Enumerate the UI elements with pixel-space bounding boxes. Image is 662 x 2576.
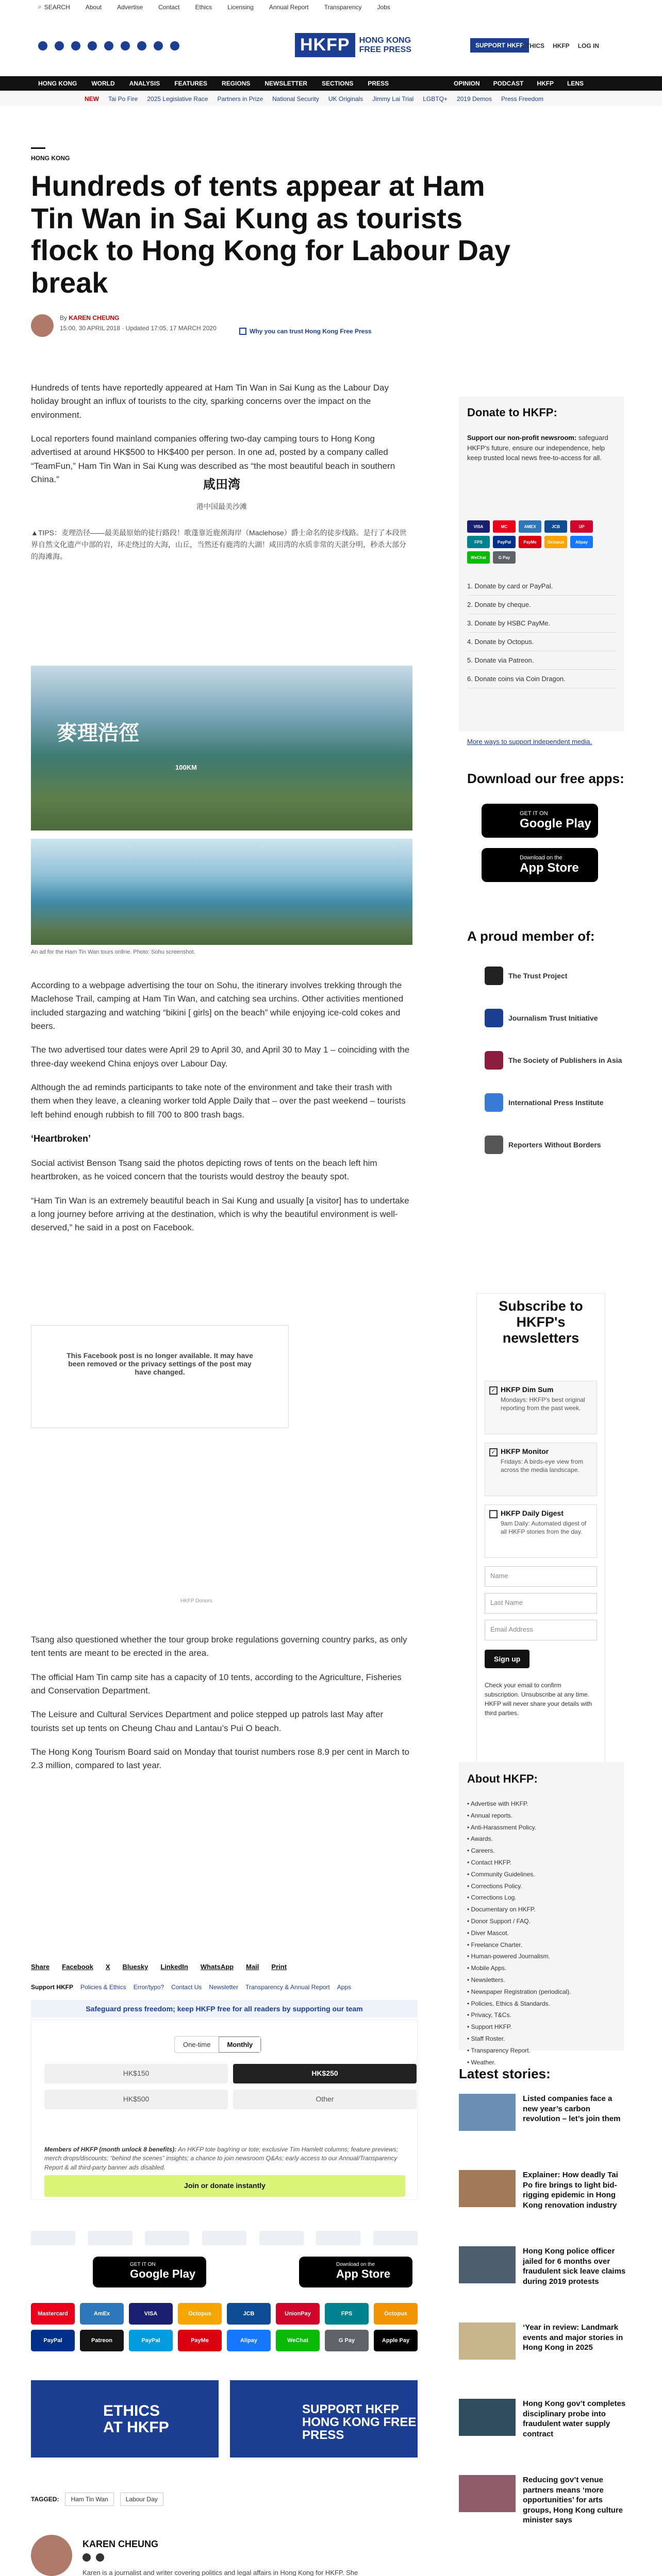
nav-world[interactable]: WORLD [91,80,115,87]
site-header [0,0,662,76]
checkbox-checked-icon[interactable]: ✓ [489,1448,498,1456]
facebook-icon[interactable] [38,41,47,50]
search-link[interactable]: ⌕ SEARCH [38,3,70,11]
visa-icon: VISA [467,520,490,533]
article-body-end [31,1633,412,1783]
paypal-icon: PayPal [493,536,516,548]
story-thumbnail [459,2246,516,2283]
newsletter-option-dim-sum[interactable]: ✓ HKFP Dim Sum Mondays: HKFP's best original reporting from the past week. [485,1381,597,1434]
trending-bar [0,91,662,106]
linkedin-icon[interactable] [121,41,130,50]
about-link[interactable]: • Transparency Report. [467,2045,571,2057]
share-x[interactable]: X [105,1963,110,1971]
apple-pay-icon[interactable]: Apple Pay [374,2330,418,2351]
section-label[interactable]: HONG KONG [31,155,70,162]
logo-line-2: FREE PRESS [359,45,411,54]
paragraph: The Hong Kong Tourism Board said on Monday that tourist numbers rose 8.9 per cent in March to 2.3 million, compared to last year. [31,1747,409,1771]
app-store-badges-bottom [93,2257,412,2287]
social-links [38,41,179,50]
nav-sections[interactable]: SECTIONS [322,80,354,87]
amount-option[interactable]: HK$150 [44,2064,228,2083]
name-field[interactable]: Name [485,1566,597,1587]
paragraph: Local reporters found mainland companies offering two-day camping tours to Hong Kong advertised at around HK$500 to HK$400 per person. In one ad, posted by a company called “TeamFun,” Ham Tin Wan in Sai Kung was described as “the most beautiful beach in southern China.” [31,434,395,485]
wechat-pay-icon: WeChat [467,551,490,564]
nav-newsletter[interactable]: NEWSLETTER [264,80,308,87]
alipay-icon[interactable]: Alipay [227,2330,271,2351]
wechat-pay-icon[interactable]: WeChat [276,2330,320,2351]
byline [31,314,217,337]
partner-logo[interactable] [202,2231,246,2245]
donate-method[interactable]: 2. Donate by cheque. [467,596,617,614]
about-link[interactable]: • Community Guidelines. [467,1869,571,1880]
octopus-icon[interactable]: Octopus [374,2303,418,2325]
support-link[interactable]: Error/typo? [133,1984,164,1991]
article-body-main [31,979,412,1245]
trending-item[interactable]: Jimmy Lai Trial [372,95,414,103]
latest-story[interactable]: ‘Year in review: Landmark events and major stories in Hong Kong in 2025 [459,2323,629,2360]
ipi-icon [485,1093,503,1112]
support-links [31,1984,351,1991]
membership-note-text: An HKFP tote bag/ring or tote; exclusive Tim Hamlett columns; feature previews; merch drops/discounts; “behind the scenes” insights; a chance to join newsroom Q&As; early access to our Annual/Transparency Report & all third-party banner ads disabled. [44,2146,399,2171]
app-store-button[interactable]: Download on the App Store [482,848,598,882]
donate-method[interactable]: 3. Donate by HSBC PayMe. [467,614,617,633]
latest-story[interactable]: Listed companies face a new year’s carbon revolution – let’s join them [459,2094,629,2131]
header-link-login[interactable]: LOG IN [577,42,600,49]
ad-title: 咸田湾 [203,478,240,492]
utility-menu [38,3,390,11]
about-links [467,1798,571,2068]
membership-note-title: Members of HKFP (month unlock 8 benefits): [44,2146,177,2153]
x-icon[interactable] [55,41,64,50]
author-email-icon[interactable] [82,2553,91,2562]
trending-item[interactable]: LGBTQ+ [423,95,448,103]
utility-transparency[interactable]: Transparency [324,3,362,11]
logo-mark: HKFP [295,33,355,57]
page-title: Hundreds of tents appear at Ham Tin Wan in Sai Kung as tourists flock to Hong Kong for Labour Day break [31,170,511,299]
payment-methods [31,2303,418,2351]
support-hkfp-button[interactable]: SUPPORT HKFP [470,38,529,53]
nav-regions[interactable]: REGIONS [222,80,251,87]
nav-hkfp[interactable]: HKFP [537,80,554,87]
email-field[interactable]: Email Address [485,1620,597,1640]
tagged-label: TAGGED: [31,2496,59,2503]
trending-item[interactable]: Press Freedom [501,95,543,103]
trust-icon [239,328,246,335]
share-bar [31,1963,287,1971]
support-link[interactable]: Support HKFP [31,1984,73,1991]
latest-story[interactable]: Explainer: How deadly Tai Po fire brings to light bid-rigging epidemic in Hong Kong renovation industry [459,2170,629,2210]
paragraph: Although the ad reminds participants to take note of the environment and take their trash with them when they leave, a cleaning worker told Apple Daily that – over the past weekend – tourists left behind enough rubbish to fill 700 to 800 trash bags. [31,1082,406,1120]
about-link[interactable]: • Donor Support / FAQ. [467,1916,571,1927]
freq-monthly[interactable]: Monthly [219,2037,261,2053]
paragraph: The official Ham Tin camp site has a capacity of 10 tents, according to the Agriculture, Fisheries and Conservation Department. [31,1672,402,1696]
tag-link[interactable]: Labour Day [120,2493,163,2506]
sidebar-donate-title: Donate to HKFP: [467,406,557,419]
embedded-ad-text [31,474,412,563]
partner-logo[interactable] [88,2231,133,2245]
header-link-ethics[interactable]: ETHICS [522,42,545,49]
newsletter-title: Subscribe to HKFP's newsletters [499,1298,583,1346]
amex-icon: AMEX [519,520,541,533]
frequency-toggle [174,2036,261,2053]
member-logo[interactable]: International Press Institute [485,1093,603,1112]
paragraph: According to a webpage advertising the tour on Sohu, the itinerary involves trekking through the Maclehose Trail, camping at Ham Tin Wan, and catching sea urchins. Other activities mentioned included stargazing and watching “bikini [ girls] on the beach” while enjoying ice-cold cokes and beers. [31,980,404,1031]
google-play-button[interactable]: GET IT ON Google Play [482,804,598,838]
about-link[interactable]: • Weather. [467,2057,571,2069]
utility-licensing[interactable]: Licensing [227,3,254,11]
jcb-icon: JCB [544,520,567,533]
about-link[interactable]: • Contact HKFP. [467,1857,571,1869]
paragraph: The Leisure and Cultural Services Department and police stepped up patrols last May after tourists set up tents on Cheung Chau and Lantau’s Pui O beach. [31,1709,384,1733]
sidebar-donate-text [467,433,617,463]
utility-contact[interactable]: Contact [158,3,180,11]
trending-item[interactable]: Partners in Prize [217,95,263,103]
support-link[interactable]: Contact Us [171,1984,202,1991]
signup-button[interactable]: Sign up [485,1650,529,1668]
partner-logos [31,2231,418,2245]
support-link[interactable]: Policies & Ethics [80,1984,126,1991]
tag-link[interactable]: Ham Tin Wan [65,2493,113,2506]
member-logo[interactable]: The Society of Publishers in Asia [485,1051,622,1070]
site-logo[interactable] [295,33,411,57]
newsletter-option-monitor[interactable]: ✓ HKFP Monitor Fridays: A birds-eye view from across the media landscape. [485,1443,597,1496]
photo-overlay-distance: 100KM [175,764,197,771]
about-link[interactable]: • Support HKFP. [467,2021,571,2033]
paragraph: The two advertised tour dates were April 29 to April 30, and April 30 to May 1 – coinciding with the three-day weekend China enjoys over Labour Day. [31,1045,410,1069]
beach-photo-trail [31,666,412,831]
utility-ethics[interactable]: Ethics [195,3,212,11]
about-link[interactable]: • Freelance Charter. [467,1939,571,1951]
about-link[interactable]: • Annual reports. [467,1810,571,1822]
trending-item[interactable]: UK Originals [328,95,363,103]
members-title: A proud member of: [467,928,595,944]
byline-prefix: By [60,314,68,321]
donate-method[interactable]: 6. Donate coins via Coin Dragon. [467,670,617,688]
latest-story[interactable]: Hong Kong gov’t completes disciplinary probe into fraudulent water supply contract [459,2399,629,2439]
freq-one-time[interactable]: One-time [183,2041,211,2048]
latest-story[interactable]: Hong Kong police officer jailed for 6 months over fraudulent sick leave claims during 2019 protests [459,2246,629,2286]
sidebar-pay-logos [467,520,617,564]
newsletter-option-daily[interactable]: HKFP Daily Digest 9am Daily: Automated digest of all HKFP stories from the day. [485,1504,597,1558]
paragraph: Tsang also questioned whether the tour group broke regulations governing country parks, as only tent tents are meant to be erected in the area. [31,1635,407,1658]
instagram-icon[interactable] [71,41,80,50]
support-link[interactable]: Apps [337,1984,352,1991]
author-social [82,2553,104,2562]
trending-label: NEW [85,95,99,103]
about-link[interactable]: • Newspaper Registration (periodical). [467,1986,571,1998]
nav-press[interactable]: PRESS [368,80,389,87]
section-rule [31,147,45,149]
octopus-icon: Octopus [544,536,567,548]
about-link[interactable]: • Anti-Harassment Policy. [467,1822,571,1834]
paypal-icon[interactable]: PayPal [31,2330,75,2351]
google-play-badge[interactable]: GET IT ON Google Play [93,2257,206,2287]
about-link[interactable]: • Mobile Apps. [467,1962,571,1974]
signup-note: Check your email to confirm subscription. Unsubscribe at any time. HKFP will never share your details with third parties. [485,1682,592,1717]
trending-item[interactable]: Tai Po Fire [108,95,138,103]
donate-text-bold: Support our non-profit newsroom: [467,434,577,442]
promo-support[interactable]: SUPPORT HKFP HONG KONG FREE PRESS [230,2380,418,2458]
join-donate-button[interactable]: Join or donate instantly [44,2175,405,2197]
bluesky-icon[interactable] [137,41,146,50]
trust-link[interactable] [239,328,372,335]
payme-icon[interactable]: PayMe [178,2330,222,2351]
payme-icon: PayMe [519,536,541,548]
paypal-icon[interactable]: PayPal [129,2330,173,2351]
photo-caption: An ad for the Ham Tin Wan tours online. Photo: Sohu screenshot. [31,949,195,955]
about-link[interactable]: • Documentary on HKFP. [467,1904,571,1916]
unionpay-icon[interactable]: UnionPay [276,2303,320,2325]
author-card-name[interactable]: KAREN CHEUNG [82,2539,159,2549]
partner-logo[interactable] [373,2231,418,2245]
share-bluesky[interactable]: Bluesky [122,1963,148,1971]
about-link[interactable]: • Careers. [467,1845,571,1857]
about-link[interactable]: • Awards. [467,1833,571,1845]
mastercard-icon[interactable]: Mastercard [31,2303,75,2325]
trending-item[interactable]: National Security [272,95,319,103]
story-thumbnail [459,2399,516,2436]
photo-overlay-title: 麥理浩徑 [57,722,139,744]
author-avatar[interactable] [31,314,54,337]
donate-method[interactable]: 1. Donate by card or PayPal. [467,577,617,596]
amount-option-selected[interactable]: HK$250 [233,2064,417,2083]
alipay-icon: Alipay [570,536,593,548]
google-pay-icon[interactable]: G Pay [325,2330,369,2351]
about-link[interactable]: • Corrections Log. [467,1892,571,1904]
partner-logo[interactable] [316,2231,360,2245]
member-logo[interactable]: The Trust Project [485,967,567,985]
fps-icon: FPS [467,536,490,548]
trust-project-icon [485,967,503,985]
amount-option[interactable]: Other [233,2090,417,2109]
donate-method[interactable]: 4. Donate by Octopus. [467,633,617,651]
utility-annual-report[interactable]: Annual Report [269,3,309,11]
donate-methods-list [467,577,617,688]
search-icon: ⌕ [38,3,42,10]
last-name-field[interactable]: Last Name [485,1593,597,1614]
publish-dates: 15:00, 30 APRIL 2018 · Updated 17:05, 17 MARCH 2020 [60,325,217,332]
octopus-icon[interactable]: Octopus [178,2303,222,2325]
tags-row [31,2493,163,2506]
partner-logo[interactable] [259,2231,304,2245]
jcb-icon[interactable]: JCB [227,2303,271,2325]
threads-icon[interactable] [104,41,113,50]
about-link[interactable]: • Corrections Policy. [467,1880,571,1892]
nav-features[interactable]: FEATURES [174,80,208,87]
about-link[interactable]: • Human-powered Journalism. [467,1951,571,1962]
author-photo[interactable] [31,2535,72,2576]
paragraph: Social activist Benson Tsang said the photos depicting rows of tents on the beach left him heartbroken, as he voiced concern that the tourists would destroy the beauty spot. [31,1158,377,1182]
checkbox-icon[interactable] [489,1510,498,1518]
facebook-embed-unavailable [31,1325,289,1428]
header-link-hkfp[interactable]: HKFP [553,42,570,49]
rss-icon[interactable] [170,41,179,50]
trending-item[interactable]: 2019 Demos [456,95,492,103]
google-pay-icon: G Pay [493,551,516,564]
patreon-icon[interactable]: Patreon [80,2330,124,2351]
promo-ethics[interactable]: ETHICS AT HKFP [31,2380,219,2458]
utility-about[interactable]: About [85,3,102,11]
story-thumbnail [459,2475,516,2512]
amount-option[interactable]: HK$500 [44,2090,228,2109]
telegram-icon[interactable] [154,41,163,50]
about-link[interactable]: • Staff Roster. [467,2033,571,2045]
member-logo[interactable]: Journalism Trust Initiative [485,1009,598,1027]
nav-opinion[interactable]: OPINION [454,80,480,87]
logo-line-1: HONG KONG [359,36,411,45]
fps-icon[interactable]: FPS [325,2303,369,2325]
safeguard-banner[interactable]: Safeguard press freedom; keep HKFP free for all readers by supporting our team [31,2000,418,2018]
about-link[interactable]: • Policies, Ethics & Standards. [467,1998,571,2010]
share-whatsapp[interactable]: WhatsApp [200,1963,234,1971]
story-thumbnail [459,2094,516,2131]
ad-label: HKFP Donors [180,1598,212,1604]
subheading: ‘Heartbroken’ [31,1133,91,1144]
partner-logo[interactable] [31,2231,75,2245]
main-nav [0,76,662,91]
about-link[interactable]: • Advertise with HKFP. [467,1798,571,1810]
share-mail[interactable]: Mail [246,1963,259,1971]
author-link[interactable]: KAREN CHEUNG [69,314,120,321]
story-thumbnail [459,2170,516,2207]
youtube-icon[interactable] [88,41,97,50]
app-store-badge[interactable]: Download on the App Store [299,2257,412,2287]
story-thumbnail [459,2323,516,2360]
ad-tips: ▲TIPS：麦理浩径——最美最原始的徒行路段！歌蓬靠近鹿颈海岸（Maclehose）爵士命名的徒步线路。是行了本段世界自然文化遗产中部的岩，环走绕过的大海，山丘，当然还有鹿湾的大湖！咸田湾的水质非常的天湛分明，秒杀大部分的海滩海。 [31,529,407,561]
nav-podcast[interactable]: PODCAST [493,80,524,87]
latest-stories-title: Latest stories: [459,2066,551,2081]
ad-subtitle: 港中国最美沙滩 [196,502,247,511]
paragraph: Hundreds of tents have reportedly appeared at Ham Tin Wan in Sai Kung as the Labour Day holiday brought an influx of tourists to the city, sparking concerns over the impact on the environment. [31,383,389,420]
share-print[interactable]: Print [271,1963,287,1971]
unionpay-icon: UP [570,520,593,533]
donate-method[interactable]: 5. Donate via Patreon. [467,651,617,670]
rsf-icon [485,1136,503,1154]
nav-lens[interactable]: LENS [567,80,584,87]
share-label: Share [31,1963,50,1971]
apps-title: Download our free apps: [467,771,624,786]
checkbox-checked-icon[interactable]: ✓ [489,1386,498,1395]
support-link[interactable]: Transparency & Annual Report [245,1984,330,1991]
author-bio: Karen is a journalist and writer covering politics and legal affairs in Hong Kong for HKFP. She [82,2569,358,2576]
beach-photo-bay [31,839,412,945]
support-link[interactable]: Newsletter [209,1984,239,1991]
donate-text-body: safeguard HKFP's future, ensure our independence, help keep trusted local news free-to-access for all. [467,434,608,462]
embed-notice: This Facebook post is no longer available. It may have been removed or the privacy settings of the post may have changed. [67,1351,253,1376]
member-logo[interactable]: Reporters Without Borders [485,1136,601,1154]
trending-item[interactable]: 2025 Legislative Race [147,95,208,103]
share-facebook[interactable]: Facebook [62,1963,93,1971]
about-link[interactable]: • Privacy, T&Cs. [467,2009,571,2021]
jti-icon [485,1009,503,1027]
utility-jobs[interactable]: Jobs [377,3,390,11]
about-title: About HKFP: [467,1772,538,1785]
trust-link-label: Why you can trust Hong Kong Free Press [250,328,372,335]
author-x-icon[interactable] [96,2553,104,2562]
visa-icon[interactable]: VISA [129,2303,173,2325]
amex-icon[interactable]: AmEx [80,2303,124,2325]
nav-analysis[interactable]: ANALYSIS [129,80,160,87]
partner-logo[interactable] [145,2231,189,2245]
utility-advertise[interactable]: Advertise [117,3,143,11]
share-linkedin[interactable]: LinkedIn [160,1963,188,1971]
about-link[interactable]: • Newsletters. [467,1974,571,1986]
paragraph: “Ham Tin Wan is an extremely beautiful beach in Sai Kung and usually [a visitor] has to undertake a long journey before arriving at the destination, which is why the beautiful environment is well-deserved,” he said in a post on Facebook. [31,1195,409,1233]
sopa-icon [485,1051,503,1070]
latest-story[interactable]: Reducing gov’t venue partners means ‘more opportunities’ for arts groups, Hong Kong culture minister says [459,2475,629,2526]
more-ways-link[interactable]: More ways to support independent media. [467,738,592,745]
about-link[interactable]: • Diver Mascot. [467,1927,571,1939]
mastercard-icon: MC [493,520,516,533]
header-links [522,42,599,49]
nav-hong-kong[interactable]: HONG KONG [38,80,77,87]
membership-note [44,2145,405,2172]
